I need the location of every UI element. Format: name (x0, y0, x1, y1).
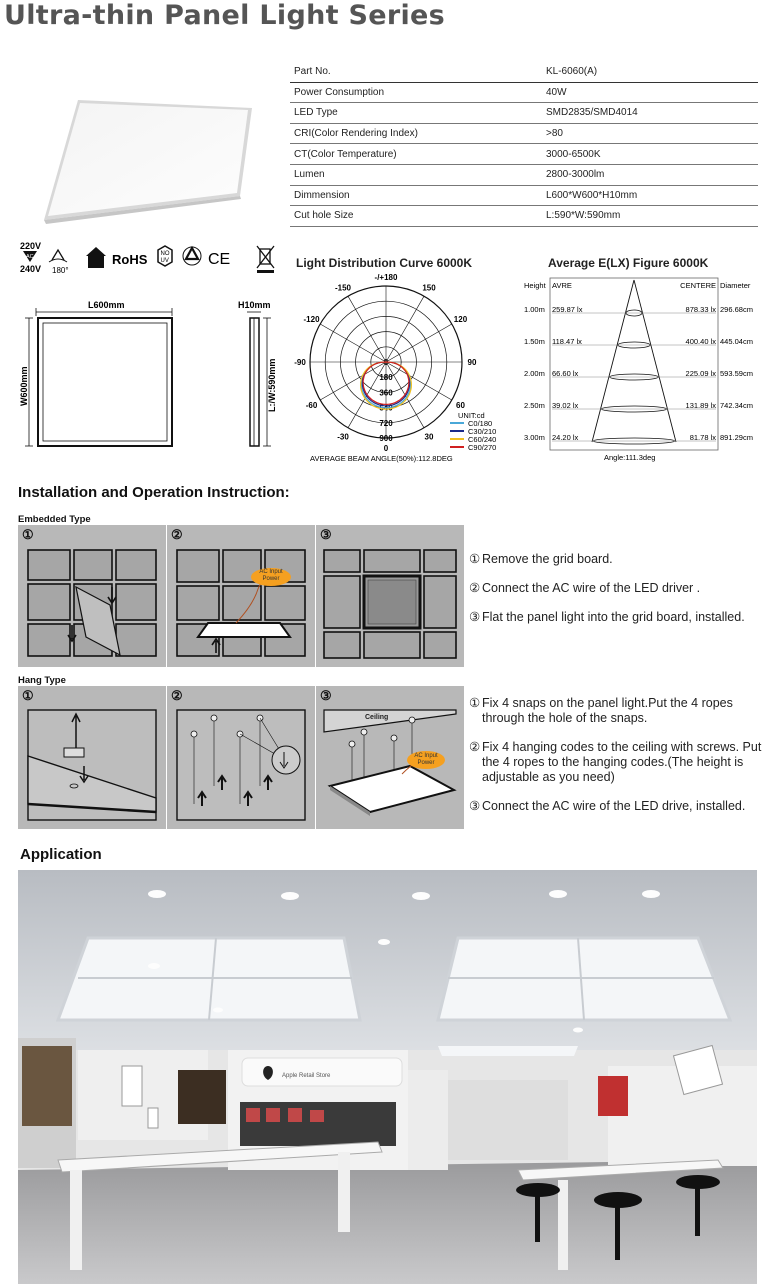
height-value: 3.00m (524, 433, 545, 442)
length-label: L600mm (88, 300, 125, 310)
hang-step-num-3: ③ (320, 688, 332, 703)
hang-diagram (18, 686, 464, 829)
panel-light-image (40, 78, 260, 228)
polar-spoke (386, 296, 424, 362)
step-text: Flat the panel light into the grid board, installed. (482, 610, 745, 624)
height-value: 2.50m (524, 401, 545, 410)
avg-header: CENTERE (680, 281, 716, 290)
page-title: Ultra-thin Panel Light Series (4, 0, 446, 31)
spec-value: L:590*W:590mm (546, 210, 621, 222)
polar-angle-label: 0 (383, 444, 389, 453)
spec-key: Cut hole Size (294, 210, 354, 222)
spec-key: Dimmension (294, 189, 350, 201)
diameter-value: 445.04cm (720, 337, 753, 346)
avg-header: AVRE (552, 281, 572, 290)
polar-angle-label: 120 (453, 315, 468, 324)
rohs-text: RoHS (112, 252, 148, 267)
polar-chart-title: Light Distribution Curve 6000K (296, 256, 473, 270)
step-number: ③ (469, 799, 481, 813)
weee-bin-icon (257, 246, 274, 273)
beam-angle-text: AVERAGE BEAM ANGLE(50%):112.8DEG (310, 454, 453, 463)
legend-label: C0/180 (468, 419, 493, 428)
wall-poster-left (22, 1046, 72, 1126)
beam-angle-icon (49, 250, 69, 275)
avg-header: Diameter (720, 281, 751, 290)
avre-value: 118.47 lx (552, 337, 582, 346)
legend-label: C30/210 (468, 427, 497, 436)
centre-value: 81.78 lx (689, 433, 716, 442)
panel-insert-shape (198, 623, 290, 637)
step-text: Fix 4 hanging codes to the ceiling with screws. Put the 4 ropes to the hanging codes.(The height is adjustable as you need) (482, 740, 762, 784)
diameter-value: 296.68cm (720, 305, 753, 314)
diameter-value: 891.29cm (720, 433, 753, 442)
spec-key: Power Consumption (294, 86, 385, 98)
spec-key: LED Type (294, 107, 338, 119)
step-text: Connect the AC wire of the LED driver . (482, 581, 701, 595)
spec-value: L600*W600*H10mm (546, 189, 638, 201)
diameter-value: 593.59cm (720, 369, 753, 378)
polar-spoke (386, 324, 452, 362)
spec-key: Lumen (294, 169, 325, 181)
legend-label: C90/270 (468, 443, 497, 452)
spec-key: Part No. (294, 66, 331, 78)
step-number: ② (469, 740, 481, 754)
home-icon (86, 247, 106, 268)
angle-text: 180° (52, 266, 69, 275)
certification-icons (18, 240, 288, 280)
avg-figure-title: Average E(LX) Figure 6000K (548, 256, 709, 270)
ac-input-text-1: AC Input (259, 569, 283, 575)
centre-value: 878.33 lx (685, 305, 716, 314)
centre-value: 225.09 lx (685, 369, 716, 378)
panel-side-outline (250, 318, 259, 446)
polar-angle-label: -60 (305, 401, 318, 410)
spec-value: >80 (546, 128, 563, 140)
ac-input-label (253, 569, 289, 583)
polar-angle-label: 60 (456, 401, 465, 410)
polar-angle-label: 90 (467, 358, 477, 367)
polar-angle-label: 150 (422, 283, 436, 293)
step-number: ① (469, 696, 481, 710)
spec-row (290, 62, 758, 83)
cone-edge (592, 280, 634, 442)
no-uv-text-1: NO (160, 251, 170, 257)
legend-label: C60/240 (468, 435, 497, 444)
polar-top-label: -/+180 (374, 273, 398, 282)
polar-spoke (386, 362, 452, 400)
hang-type-label: Hang Type (18, 675, 66, 686)
polar-ring-label: 900 (379, 434, 393, 443)
polar-unit: UNIT:cd (458, 411, 485, 420)
spec-table (290, 62, 758, 227)
polar-angle-label: 30 (424, 432, 434, 442)
step-text: Fix 4 snaps on the panel light.Put the 4 ropes through the hole of the snaps. (482, 696, 733, 725)
no-uv-text-2: UV (160, 258, 169, 264)
polar-spoke (348, 296, 386, 362)
store-sign: Apple Retail Store (282, 1073, 331, 1079)
wall-screen (178, 1070, 226, 1124)
height-label: H10mm (238, 300, 271, 310)
height-value: 2.00m (524, 369, 545, 378)
instruction-step (469, 610, 769, 625)
avg-header: Height (524, 281, 546, 290)
hanging-code-detail (272, 746, 300, 774)
width-label: W600mm (19, 366, 29, 406)
instruction-step (469, 552, 769, 567)
panel-front-outline (38, 318, 172, 446)
ceiling-label: Ceiling (365, 714, 389, 721)
instruction-step (469, 581, 769, 596)
avre-value: 24.20 lx (552, 433, 579, 442)
spec-value: SMD2835/SMD4014 (546, 107, 638, 119)
install-title: Installation and Operation Instruction: (18, 484, 290, 501)
application-photo (18, 870, 757, 1284)
embedded-type-label: Embedded Type (18, 514, 91, 525)
height-value: 1.50m (524, 337, 545, 346)
spec-value: 3000-6500K (546, 148, 601, 160)
height-value: 1.00m (524, 305, 545, 314)
polar-ring-label: 720 (379, 418, 393, 428)
spec-value: KL-6060(A) (546, 66, 598, 78)
spec-row (290, 103, 758, 124)
avg-illuminance-figure (520, 276, 768, 466)
spec-row (290, 124, 758, 145)
polar-ring-label: 0 (383, 358, 389, 367)
embedded-step-num-3: ③ (320, 527, 332, 542)
step-text: Connect the AC wire of the LED drive, installed. (482, 799, 746, 813)
voltage-ac-text: AC (26, 254, 34, 260)
spec-value: 2800-3000lm (546, 169, 605, 181)
polar-angle-label: -90 (294, 358, 306, 367)
spec-key: CT(Color Temperature) (294, 148, 397, 160)
polar-spoke (320, 324, 386, 362)
spec-key: CRI(Color Rendering Index) (294, 128, 418, 140)
step-number: ③ (469, 610, 481, 624)
polar-chart (292, 272, 508, 468)
dimension-drawing (18, 300, 288, 460)
instruction-step (469, 799, 769, 814)
cone-angle-text: Angle:111.3deg (604, 453, 656, 462)
instruction-step (469, 740, 769, 785)
application-title: Application (20, 846, 102, 863)
embedded-step-num-1: ① (22, 527, 34, 542)
avre-value: 39.02 lx (552, 401, 579, 410)
embedded-diagram (18, 525, 464, 667)
voltage-top-text: 220V (20, 241, 42, 251)
voltage-bottom-text: 240V (20, 264, 42, 274)
polar-angle-label: -150 (334, 283, 352, 293)
ce-text: CE (208, 251, 231, 268)
spec-row (290, 144, 758, 165)
polar-angle-label: -120 (303, 315, 320, 324)
cut-label: L:/W:590mm (267, 358, 277, 412)
avg-frame (550, 278, 718, 450)
step-text: Remove the grid board. (482, 552, 613, 566)
avre-value: 66.60 lx (552, 369, 579, 378)
spec-row (290, 83, 758, 104)
spec-row (290, 186, 758, 207)
centre-value: 131.89 lx (685, 401, 716, 410)
step-number: ① (469, 552, 481, 566)
ac-input-text-2: Power (262, 576, 280, 582)
hang-step-num-2: ② (171, 688, 183, 703)
centre-value: 400.40 lx (685, 337, 716, 346)
spec-value: 40W (546, 86, 567, 98)
recycle-icon (183, 247, 201, 265)
spec-row (290, 206, 758, 227)
hang-steps (469, 696, 769, 828)
hang-step-num-1: ① (22, 688, 34, 703)
diameter-value: 742.34cm (720, 401, 753, 410)
polar-ring-label: 360 (379, 388, 393, 398)
polar-angle-label: -30 (337, 432, 349, 442)
spec-row (290, 165, 758, 186)
ac-input-label-hang (408, 753, 444, 767)
avre-value: 259.87 lx (552, 305, 583, 314)
step-number: ② (469, 581, 481, 595)
polar-ring-label: 540 (379, 403, 393, 413)
polar-spoke (320, 362, 386, 400)
cone-edge (634, 280, 676, 442)
ac-input-hang-text-1: AC Input (414, 753, 438, 759)
polar-ring-label: 180 (379, 373, 393, 383)
ac-input-hang-text-2: Power (417, 760, 435, 766)
embedded-step-num-2: ② (171, 527, 183, 542)
instruction-step (469, 696, 769, 726)
embedded-steps (469, 552, 769, 639)
